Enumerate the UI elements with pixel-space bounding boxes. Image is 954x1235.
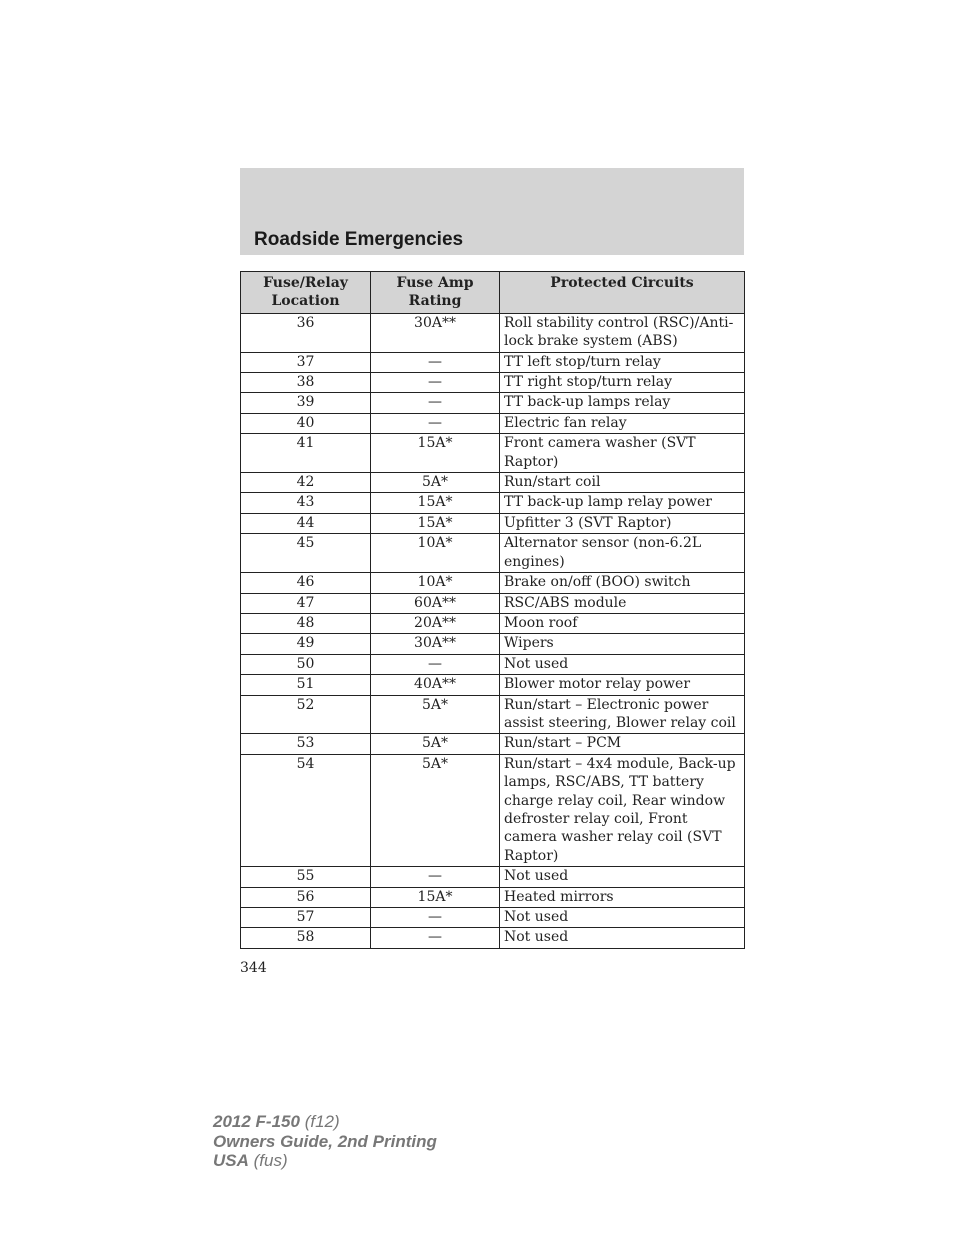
cell-amp-rating: — bbox=[371, 373, 500, 393]
cell-protected-circuits: Not used bbox=[500, 928, 745, 948]
cell-location: 37 bbox=[241, 352, 371, 372]
cell-location: 48 bbox=[241, 613, 371, 633]
cell-location: 51 bbox=[241, 675, 371, 695]
cell-protected-circuits: Heated mirrors bbox=[500, 887, 745, 907]
table-row bbox=[241, 675, 745, 695]
cell-amp-rating: — bbox=[371, 393, 500, 413]
cell-amp-rating: 15A* bbox=[371, 493, 500, 513]
cell-location: 40 bbox=[241, 413, 371, 433]
cell-protected-circuits: TT back-up lamps relay bbox=[500, 393, 745, 413]
cell-location: 50 bbox=[241, 654, 371, 674]
header-protected-circuits: Protected Circuits bbox=[500, 272, 745, 314]
fuse-table bbox=[240, 271, 745, 949]
cell-amp-rating: 15A* bbox=[371, 513, 500, 533]
cell-amp-rating: 5A* bbox=[371, 695, 500, 734]
cell-location: 57 bbox=[241, 908, 371, 928]
cell-protected-circuits: Wipers bbox=[500, 634, 745, 654]
cell-protected-circuits: Alternator sensor (non-6.2L engines) bbox=[500, 534, 745, 573]
cell-protected-circuits: Run/start – PCM bbox=[500, 734, 745, 754]
cell-protected-circuits: Roll stability control (RSC)/Anti-lock brake system (ABS) bbox=[500, 313, 745, 352]
cell-location: 54 bbox=[241, 754, 371, 866]
cell-location: 53 bbox=[241, 734, 371, 754]
cell-amp-rating: — bbox=[371, 352, 500, 372]
cell-location: 52 bbox=[241, 695, 371, 734]
cell-location: 43 bbox=[241, 493, 371, 513]
cell-protected-circuits: Front camera washer (SVT Raptor) bbox=[500, 434, 745, 473]
table-row bbox=[241, 613, 745, 633]
table-row bbox=[241, 928, 745, 948]
cell-protected-circuits: Not used bbox=[500, 654, 745, 674]
cell-amp-rating: 20A** bbox=[371, 613, 500, 633]
table-row bbox=[241, 654, 745, 674]
cell-protected-circuits: Not used bbox=[500, 908, 745, 928]
cell-amp-rating: — bbox=[371, 928, 500, 948]
cell-protected-circuits: TT left stop/turn relay bbox=[500, 352, 745, 372]
cell-protected-circuits: Not used bbox=[500, 867, 745, 887]
cell-location: 49 bbox=[241, 634, 371, 654]
table-row bbox=[241, 352, 745, 372]
table-row bbox=[241, 908, 745, 928]
cell-protected-circuits: Run/start coil bbox=[500, 473, 745, 493]
header-location: Fuse/Relay Location bbox=[241, 272, 371, 314]
footer-edition bbox=[213, 1112, 437, 1171]
table-row bbox=[241, 493, 745, 513]
cell-amp-rating: 10A* bbox=[371, 573, 500, 593]
cell-location: 58 bbox=[241, 928, 371, 948]
cell-location: 46 bbox=[241, 573, 371, 593]
footer-line-guide bbox=[213, 1132, 437, 1152]
table-row bbox=[241, 887, 745, 907]
cell-location: 56 bbox=[241, 887, 371, 907]
table-row bbox=[241, 593, 745, 613]
cell-amp-rating: 5A* bbox=[371, 473, 500, 493]
table-row bbox=[241, 534, 745, 573]
cell-location: 47 bbox=[241, 593, 371, 613]
footer-guide: Owners Guide, 2nd Printing bbox=[213, 1131, 437, 1151]
cell-amp-rating: — bbox=[371, 867, 500, 887]
footer-region-code: (fus) bbox=[253, 1151, 288, 1170]
cell-location: 41 bbox=[241, 434, 371, 473]
cell-location: 42 bbox=[241, 473, 371, 493]
cell-location: 36 bbox=[241, 313, 371, 352]
cell-protected-circuits: Upfitter 3 (SVT Raptor) bbox=[500, 513, 745, 533]
page-number: 344 bbox=[240, 960, 267, 976]
table-row bbox=[241, 393, 745, 413]
table-row bbox=[241, 573, 745, 593]
cell-amp-rating: 5A* bbox=[371, 754, 500, 866]
cell-amp-rating: 40A** bbox=[371, 675, 500, 695]
cell-protected-circuits: Blower motor relay power bbox=[500, 675, 745, 695]
cell-amp-rating: — bbox=[371, 654, 500, 674]
cell-amp-rating: 30A** bbox=[371, 634, 500, 654]
table-row bbox=[241, 513, 745, 533]
footer-region: USA bbox=[213, 1151, 249, 1170]
cell-location: 44 bbox=[241, 513, 371, 533]
table-row bbox=[241, 313, 745, 352]
footer-model: 2012 F-150 bbox=[213, 1112, 300, 1131]
table-row bbox=[241, 867, 745, 887]
table-header-row bbox=[241, 272, 745, 314]
footer-line-region bbox=[213, 1151, 437, 1171]
cell-protected-circuits: TT back-up lamp relay power bbox=[500, 493, 745, 513]
table-row bbox=[241, 373, 745, 393]
cell-amp-rating: — bbox=[371, 908, 500, 928]
cell-protected-circuits: Moon roof bbox=[500, 613, 745, 633]
cell-protected-circuits: RSC/ABS module bbox=[500, 593, 745, 613]
table-row bbox=[241, 473, 745, 493]
cell-protected-circuits: Run/start – Electronic power assist steering, Blower relay coil bbox=[500, 695, 745, 734]
cell-amp-rating: 5A* bbox=[371, 734, 500, 754]
table-row bbox=[241, 734, 745, 754]
cell-amp-rating: 60A** bbox=[371, 593, 500, 613]
cell-protected-circuits: Run/start – 4x4 module, Back-up lamps, RSC/ABS, TT battery charge relay coil, Rear window defroster relay coil, Front camera washer relay coil (SVT Raptor) bbox=[500, 754, 745, 866]
cell-location: 38 bbox=[241, 373, 371, 393]
cell-amp-rating: 30A** bbox=[371, 313, 500, 352]
table-row bbox=[241, 754, 745, 866]
cell-amp-rating: 15A* bbox=[371, 434, 500, 473]
cell-location: 45 bbox=[241, 534, 371, 573]
cell-protected-circuits: Brake on/off (BOO) switch bbox=[500, 573, 745, 593]
table-row bbox=[241, 413, 745, 433]
cell-amp-rating: — bbox=[371, 413, 500, 433]
cell-location: 39 bbox=[241, 393, 371, 413]
footer-line-model bbox=[213, 1112, 437, 1132]
table-row bbox=[241, 695, 745, 734]
section-title: Roadside Emergencies bbox=[254, 229, 464, 250]
cell-amp-rating: 15A* bbox=[371, 887, 500, 907]
section-header-band bbox=[240, 168, 744, 255]
cell-location: 55 bbox=[241, 867, 371, 887]
cell-protected-circuits: Electric fan relay bbox=[500, 413, 745, 433]
header-amp-rating: Fuse Amp Rating bbox=[371, 272, 500, 314]
footer-model-code: (f12) bbox=[304, 1112, 340, 1131]
table-row bbox=[241, 434, 745, 473]
table-body bbox=[241, 313, 745, 948]
cell-protected-circuits: TT right stop/turn relay bbox=[500, 373, 745, 393]
table-row bbox=[241, 634, 745, 654]
cell-amp-rating: 10A* bbox=[371, 534, 500, 573]
